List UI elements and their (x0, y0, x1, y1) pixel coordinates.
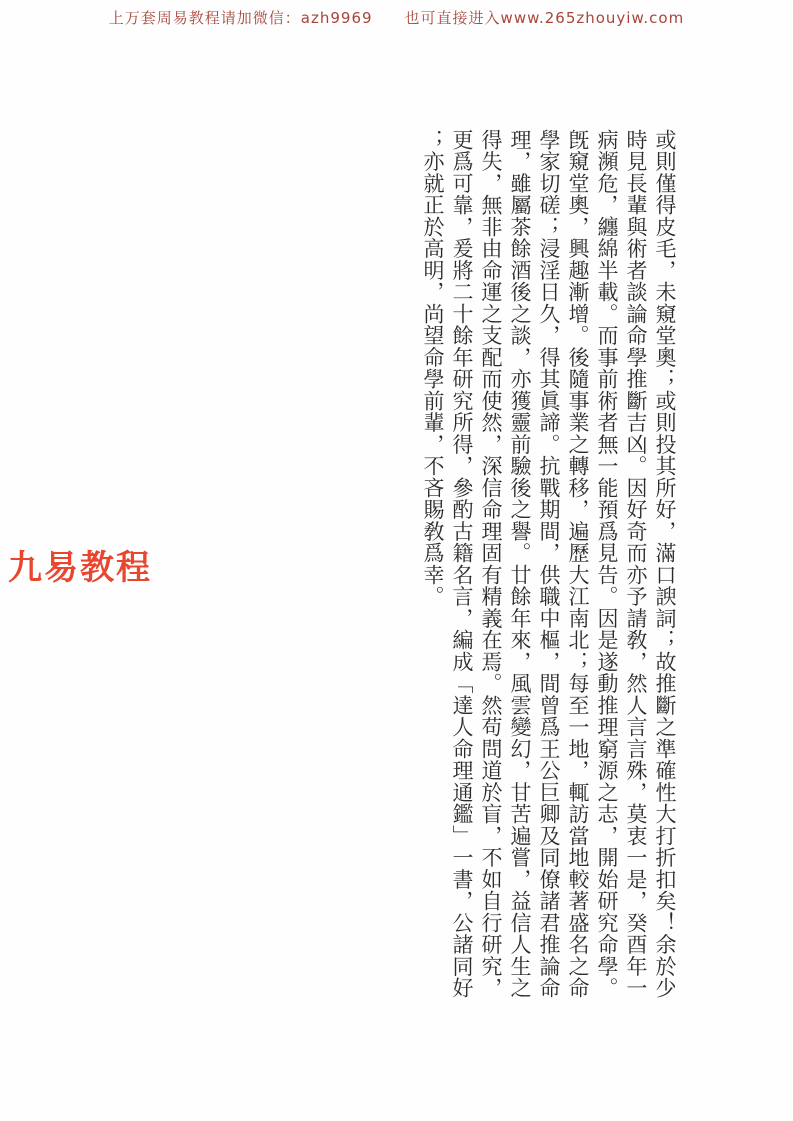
text-column: 時見長輩與術者談論命學推斷吉凶。因好奇而亦予請敎，然人言言殊，莫衷一是，癸酉年一 (624, 129, 648, 999)
vertical-text-body (415, 129, 679, 1017)
text-column: 學家切磋；浸淫日久，得其眞諦。抗戰期間，供職中樞，間曾爲王公巨卿及同僚諸君推論命 (537, 129, 561, 999)
text-column: 旣窺堂奧，興趣漸增。後隨事業之轉移，遍歷大江南北；每至一地，輒訪當地較著盛名之命 (566, 129, 590, 999)
text-column: ；亦就正於高明，尚望命學前輩，不吝賜敎爲幸。 (421, 129, 445, 608)
promo-header-text: 上万套周易教程请加微信：azh9969 也可直接进入www.265zhouyiw.com (108, 9, 685, 27)
text-column: 得失，無非由命運之支配而使然，深信命理固有精義在焉。然苟問道於盲，不如自行研究， (479, 129, 503, 999)
text-column: 病瀕危，纏綿半載。而事前術者無一能預爲見告。因是遂動推理窮源之志，開始研究命學。 (595, 129, 619, 999)
text-column: 理，雖屬茶餘酒後之談，亦獲靈前驗後之譽。廿餘年來，風雲變幻，甘苦遍嘗，益信人生之 (508, 129, 532, 999)
text-column: 或則僅得皮毛，未窺堂奧；或則投其所好，滿口諛詞；故推斷之準確性大打折扣矣！余於少 (653, 129, 677, 999)
text-column: 更爲可靠，爰將二十餘年研究所得，參酌古籍名言，編成「達人命理通鑑」一書，公諸同好 (450, 129, 474, 999)
watermark-logo: 九易教程 (8, 548, 152, 588)
